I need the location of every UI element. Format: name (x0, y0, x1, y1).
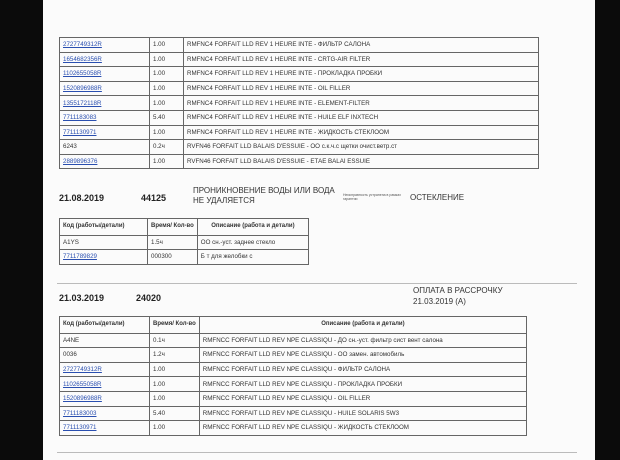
description-cell: RMFNCC FORFAIT LLD REV NPE CLASSIQU - ОО замен. автомобиль (199, 348, 526, 363)
quantity-cell: 1.00 (150, 421, 200, 436)
order2-number: 24020 (136, 293, 162, 303)
description-cell: Б т для желобки с (197, 250, 308, 265)
table-row (60, 333, 527, 348)
order2-payment-date: 21.03.2019 (A) (413, 297, 466, 306)
description-cell: RMFNC4 FORFAIT LLD REV 1 HEURE INTE - ЖИДКОСТЬ СТЕКЛООМ (184, 125, 539, 140)
table-row (60, 110, 539, 125)
quantity-cell: 5.40 (150, 110, 184, 125)
quantity-cell: 000300 (148, 250, 198, 265)
part-code-cell[interactable]: 1654682356R (60, 52, 150, 67)
order1-note: Неисправность устранена в рамках гарантии (343, 193, 401, 201)
part-code-cell[interactable]: 1102655058R (60, 67, 150, 82)
description-cell: RMFNCC FORFAIT LLD REV NPE CLASSIQU - OIL FILLER (199, 391, 526, 406)
bottom-divider (57, 452, 577, 453)
description-cell: RMFNCC FORFAIT LLD REV NPE CLASSIQU - HUILE SOLARIS 5W3 (199, 406, 526, 421)
description-cell: RMFNC4 FORFAIT LLD REV 1 HEURE INTE - CRTG-AIR FILTER (184, 52, 539, 67)
part-code-cell[interactable]: 1102655058R (60, 377, 150, 392)
part-code-cell[interactable]: 7711183083 (60, 110, 150, 125)
table-row (60, 406, 527, 421)
quantity-cell: 1.00 (150, 154, 184, 169)
quantity-cell: 1.00 (150, 52, 184, 67)
part-code-cell[interactable]: 1520896988R (60, 81, 150, 96)
order1-table (59, 218, 309, 265)
table-row (60, 391, 527, 406)
column-header: Код (работы/детали) (60, 317, 150, 334)
table-row (60, 250, 309, 265)
part-code-cell: A1YS (60, 235, 148, 250)
table-row (60, 348, 527, 363)
table-row (60, 154, 539, 169)
quantity-cell: 1.00 (150, 38, 184, 53)
table-row (60, 421, 527, 436)
description-cell: RVFN46 FORFAIT LLD BALAIS D'ESSUIE - ЕТАЕ BALAI ESSUIE (184, 154, 539, 169)
table-header-row (60, 219, 309, 236)
description-cell: RMFNC4 FORFAIT LLD REV 1 HEURE INTE - OIL FILLER (184, 81, 539, 96)
quantity-cell: 1.00 (150, 362, 200, 377)
parts-table-top (59, 37, 539, 169)
order1-complaint: ПРОНИКНОВЕНИЕ ВОДЫ ИЛИ ВОДА НЕ УДАЛЯЕТСЯ (193, 186, 335, 205)
order1-number: 44125 (141, 193, 167, 203)
part-code-cell[interactable]: 1355172118R (60, 96, 150, 111)
order1-area: ОСТЕКЛЕНИЕ (410, 193, 465, 202)
column-header: Время/ Кол-во (150, 317, 200, 334)
quantity-cell: 1.00 (150, 125, 184, 140)
table-header-row (60, 317, 527, 334)
column-header: Время/ Кол-во (148, 219, 198, 236)
quantity-cell: 1.5ч (148, 235, 198, 250)
part-code-cell: 6243 (60, 140, 150, 155)
part-code-cell[interactable]: 7711130971 (60, 421, 150, 436)
table-row (60, 67, 539, 82)
table-row (60, 362, 527, 377)
quantity-cell: 1.00 (150, 67, 184, 82)
quantity-cell: 1.00 (150, 81, 184, 96)
quantity-cell: 1.00 (150, 377, 200, 392)
quantity-cell: 5.40 (150, 406, 200, 421)
order2-table (59, 316, 527, 436)
quantity-cell: 1.00 (150, 391, 200, 406)
description-cell: RMFNC4 FORFAIT LLD REV 1 HEURE INTE - ФИЛЬТР САЛОНА (184, 38, 539, 53)
order1-date: 21.08.2019 (59, 193, 105, 203)
description-cell: RVFN46 FORFAIT LLD BALAIS D'ESSUIE - ОО с.к.ч.с щетки очист.ветр.ст (184, 140, 539, 155)
part-code-cell[interactable]: 7711183003 (60, 406, 150, 421)
table-row (60, 377, 527, 392)
description-cell: RMFNC4 FORFAIT LLD REV 1 HEURE INTE - HUILE ELF INXTECH (184, 110, 539, 125)
part-code-cell[interactable]: 2727749312R (60, 38, 150, 53)
order2-date: 21.03.2019 (59, 293, 105, 303)
table-row (60, 38, 539, 53)
part-code-cell[interactable]: 2727749312R (60, 362, 150, 377)
quantity-cell: 0.2ч (150, 140, 184, 155)
part-code-cell[interactable]: 7711130971 (60, 125, 150, 140)
table-row (60, 235, 309, 250)
description-cell: RMFNCC FORFAIT LLD REV NPE CLASSIQU - ПРОКЛАДКА ПРОБКИ (199, 377, 526, 392)
table-row (60, 52, 539, 67)
document-page (43, 0, 595, 460)
quantity-cell: 1.2ч (150, 348, 200, 363)
part-code-cell[interactable]: 1520896988R (60, 391, 150, 406)
order2-payment: ОПЛАТА В РАССРОЧКУ (413, 286, 503, 295)
description-cell: RMFNC4 FORFAIT LLD REV 1 HEURE INTE - ELEMENT-FILTER (184, 96, 539, 111)
quantity-cell: 1.00 (150, 96, 184, 111)
table-row (60, 140, 539, 155)
part-code-cell: 0036 (60, 348, 150, 363)
description-cell: RMFNCC FORFAIT LLD REV NPE CLASSIQU - ДО сн.-уст. фильтр сист вент салона (199, 333, 526, 348)
quantity-cell: 0.1ч (150, 333, 200, 348)
part-code-cell: A4NE (60, 333, 150, 348)
column-header: Код (работы/детали) (60, 219, 148, 236)
description-cell: RMFNCC FORFAIT LLD REV NPE CLASSIQU - ЖИДКОСТЬ СТЕКЛООМ (199, 421, 526, 436)
description-cell: RMFNCC FORFAIT LLD REV NPE CLASSIQU - ФИЛЬТР САЛОНА (199, 362, 526, 377)
description-cell: RMFNC4 FORFAIT LLD REV 1 HEURE INTE - ПРОКЛАДКА ПРОБКИ (184, 67, 539, 82)
part-code-cell[interactable]: 2889896376 (60, 154, 150, 169)
table-row (60, 125, 539, 140)
table-row (60, 81, 539, 96)
part-code-cell[interactable]: 7711789829 (60, 250, 148, 265)
description-cell: ОО сн.-уст. заднее стекло (197, 235, 308, 250)
column-header: Описание (работа и детали) (199, 317, 526, 334)
column-header: Описание (работа и детали) (197, 219, 308, 236)
table-row (60, 96, 539, 111)
section-divider (57, 283, 577, 284)
